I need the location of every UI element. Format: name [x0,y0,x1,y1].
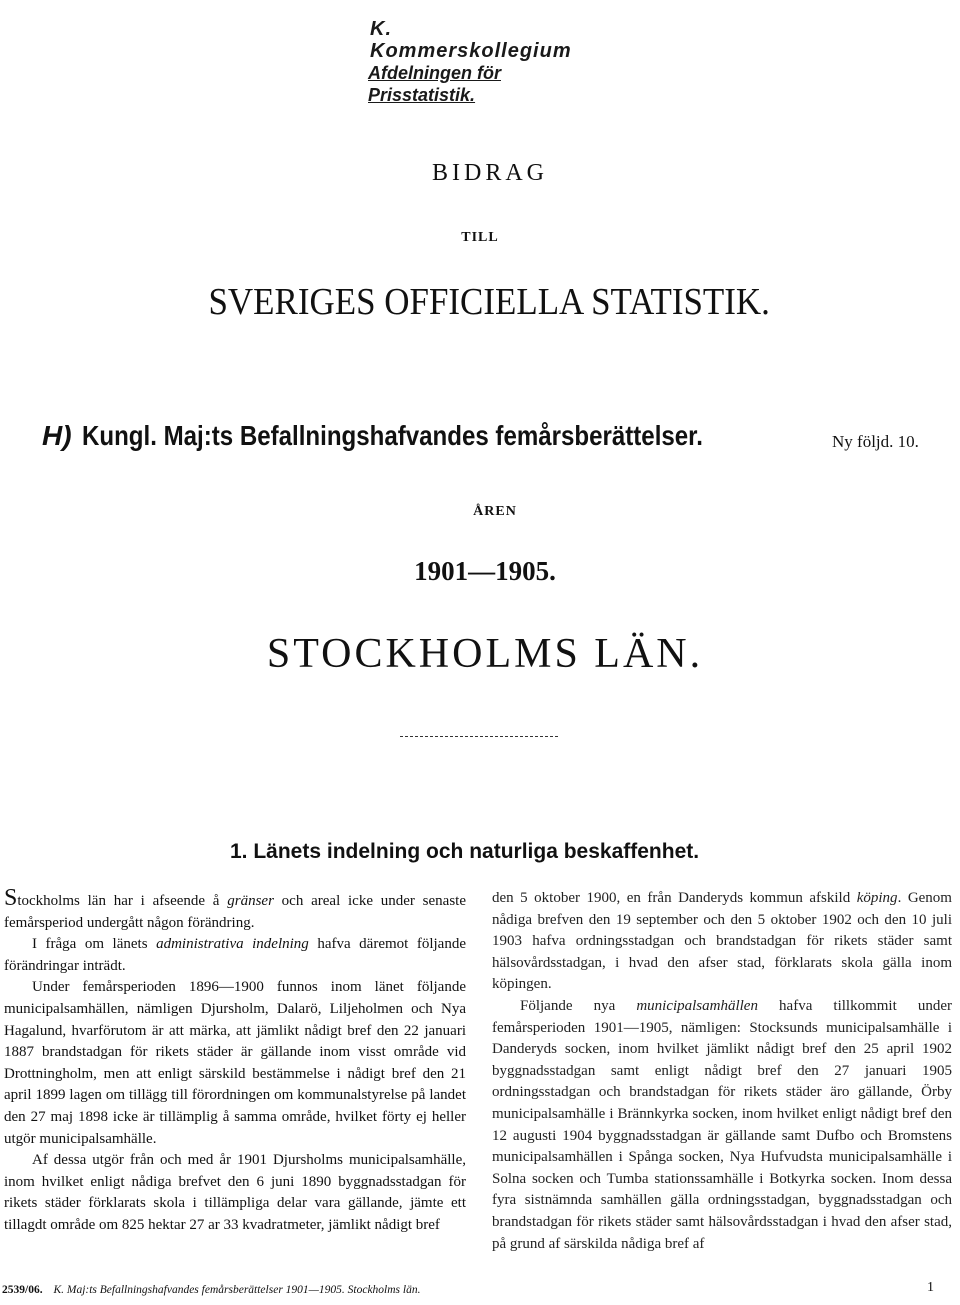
dropcap: S [4,885,18,911]
left-paragraph-3: Under femårsperioden 1896—1900 funnos inom länet följande municipalsamhällen, nämligen Djursholm, Dalarö, Liljeholmen och Nya Hagalund, hvarförutom är att märka, att jämlikt nådigt bref den 22 januari 1887 brandstadgan för rikets städer är gällande inom visst område vid Drottningholm, men att enligt särskild bestämmelse i nådigt bref den 21 april 1899 lagen om tillägg till förordningen om kommunalstyrelse på landet den 27 maj 1898 icke är tillämplig å samma område, hvilket förty ej heller utgör municipalsamhälle. [4,979,466,1147]
heading-years: 1901—1905. [414,556,556,586]
series-title: SVERIGES OFFICIELLA STATISTIK. [208,281,770,323]
stamp-line-2: Afdelningen för Prisstatistik. [368,63,501,105]
series-subtitle: Kungl. Maj:ts Befallningshafvandes femårsberättelser. [82,420,703,451]
section-title: 1. Länets indelning och naturliga beskaffenhet. [230,840,700,863]
footer-reference: K. Maj:ts Befallningshafvandes femårsberättelser 1901—1905. Stockholms län. [53,1284,421,1296]
text: hafva tillkommit under femårsperioden 1901—1905, nämligen: Stocksunds municipalsamhälle i Danderyds socken, inom hvilket jämlikt nådigt bref den 25 april 1902 byggnadsstadgan samt enligt nådigt bref den 27 januari 1905 ordningsstadgan och brandstadgan för rikets städer äro gällande, Örby municipalsamhälle i Brännkyrka socken, inom hvilket enligt nådigt bref den 12 augusti 1904 byggnadsstadgan är gällande samt Dufbo och Bromstens municipalsamhällen i Spånga socken, Nya Hufvudsta municipalsamhälle i Solna socken och Tumba stationssamhälle i Botkyrka socken. Inom dessa fyra sistnämnda samhällen gälla ordningsstadgan, byggnadsstadgan och brandstadgan för rikets städer samt hälsovårdsstadgan i hvad den afser stad, på grund af särskilda nådiga bref af [492,997,952,1252]
text: hafva däremot följande förändringar inträdt. [4,936,466,974]
page-footer [2,1280,952,1296]
footnote-number: 2539/06. [2,1284,43,1296]
emphasis: gränser [227,893,274,909]
right-paragraph-1 [492,888,952,996]
page-number: 1 [927,1280,934,1295]
text: tockholms län har i afseende å [17,893,228,909]
heading-bidrag: BIDRAG [431,160,548,186]
left-column [4,885,466,1237]
right-paragraph-2 [492,996,952,1255]
left-paragraph-4: Af dessa utgör från och med år 1901 Djursholms municipalsamhälle, inom hvilket enligt nådiga brefvet den 6 juni 1890 byggnadsstadgan för rikets städer förklarats skola i tillämpliga delar vara gällande, jämte ett tillagdt område om 825 hektar 27 ar 33 kvadratmeter, jämlikt nådigt bref [4,1152,466,1233]
series-mark: H) [42,420,72,451]
series-subtitle-row [42,420,942,452]
right-column [492,888,952,1255]
left-paragraph-1 [4,885,466,934]
text: Följande nya [520,997,637,1014]
text: den 5 oktober 1900, en från Danderyds kommun afskild [492,890,857,906]
emphasis: municipalsamhällen [636,997,758,1014]
text: och areal icke under senaste femårsperiod undergått någon förändring. [4,893,466,931]
decorative-rule [400,736,558,737]
heading-lan: STOCKHOLMS LÄN. [266,631,704,677]
text: . Genom nådiga brefven den 19 september och den 5 oktober 1902 och den 10 juli 1903 hafva ordningsstadgan och brandstadgan för rikets städer samt hälsovårdsstadgan, i hvad den afser stad, förklarats skola gälla inom köpingen. [492,890,952,993]
emphasis: köping [856,890,898,906]
ny-foljd-label: Ny följd. 10. [832,432,919,451]
text: I fråga om länets [32,936,157,953]
stamp-line-1: K. Kommerskollegium [370,18,572,62]
archive-stamp [18,18,578,106]
heading-till: TILL [461,230,499,245]
left-paragraph-2 [4,934,466,977]
heading-aren: ÅREN [473,504,517,519]
emphasis: administrativa indelning [156,936,309,953]
